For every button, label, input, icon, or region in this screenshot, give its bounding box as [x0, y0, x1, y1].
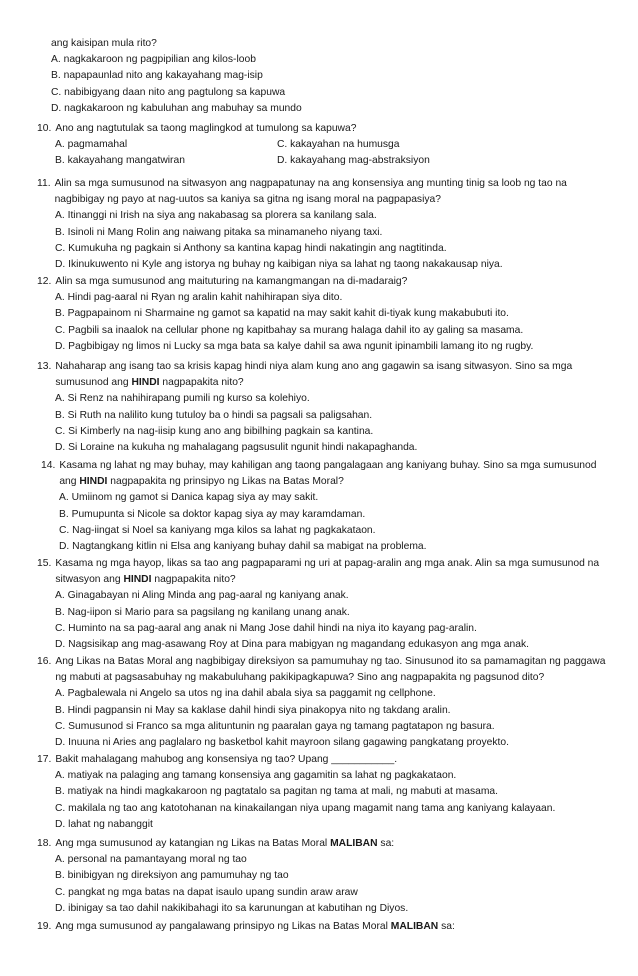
- option-a: A. Hindi pag-aaral ni Ryan ng aralin kahit nahihirapan siya dito.: [55, 292, 343, 304]
- question-stem: Alin sa mga sumusunod na sitwasyon ang nagpapatunay na ang konsensiya ang munting tinig sa loob ng tao na nagbibigay ng payo at nag-uutos sa kaniya sa gitna ng isang moral na pagpapasiya?: [54, 178, 567, 206]
- question-stem: Nahaharap ang isang tao sa krisis kapag hindi niya alam kung ano ang gagawin sa isang sitwasyon. Sino sa mga sumusunod ang HINDI nagpapakita nito?: [55, 361, 573, 389]
- option-c: C. pangkat ng mga batas na dapat isaulo upang sundin araw araw: [55, 886, 358, 898]
- question-18: [37, 836, 612, 917]
- question-stem: Ano ang nagtutulak sa taong maglingkod at tumulong sa kapuwa?: [55, 123, 357, 134]
- question-17-options: [37, 768, 612, 833]
- option-d: D. Ikinukuwento ni Kyle ang istorya ng buhay ng kaibigan niya sa lahat ng taong nakakausap niya.: [55, 259, 503, 271]
- emphasis-keyword: HINDI: [123, 574, 152, 586]
- question-stem: Kasama ng lahat ng may buhay, may kahiligan ang taong pangalagaan ang kaniyang buhay. Sino sa mga sumusunod ang HINDI nagpapakita ng prinsipyo ng Likas na Batas Moral?: [59, 460, 597, 488]
- question-number: 16.: [37, 656, 52, 667]
- option-a: A. nagkakaroon ng pagpipilian ang kilos-loob: [51, 54, 256, 66]
- option-d: D. kakayahang mag-abstraksiyon: [277, 155, 430, 167]
- question-16-options: [37, 686, 612, 751]
- question-12: [37, 274, 612, 355]
- emphasis-keyword: HINDI: [79, 476, 108, 488]
- option-c: C. Pagbili sa inaalok na cellular phone ng kapitbahay sa murang halaga dahil ito ay galing sa masama.: [55, 324, 524, 336]
- option-d: D. Nagsisikap ang mag-asawang Roy at Dina para mabigyan ng magandang edukasyon ang mga anak.: [55, 639, 529, 651]
- question-12-options: [37, 290, 612, 355]
- option-c: C. Kumukuha ng pagkain si Anthony sa kantina kapag hindi nakatingin ang nagtitinda.: [55, 242, 447, 254]
- emphasis-keyword: MALIBAN: [330, 838, 378, 849]
- option-b: B. kakayahang mangatwiran: [55, 155, 185, 167]
- option-a: A. Ginagabayan ni Aling Minda ang pag-aaral ng kaniyang anak.: [55, 590, 349, 602]
- question-number: 11.: [37, 178, 51, 189]
- option-d: D. ibinigay sa tao dahil nakikibahagi ito sa karunungan at kabutihan ng Diyos.: [55, 902, 409, 914]
- option-c: C. makilala ng tao ang katotohanan na kinakailangan niya upang magamit nang tama ang kaniyang kalayaan.: [55, 802, 556, 814]
- option-c: C. Nag-iingat si Noel sa kaniyang mga kilos sa lahat ng pagkakataon.: [59, 524, 376, 536]
- question-17: [37, 752, 612, 833]
- option-d: D. lahat ng nabanggit: [55, 818, 153, 830]
- option-a: A. pagmamahal: [55, 139, 128, 151]
- question-stem: Alin sa mga sumusunod ang maituturing na kamangmangan na di-madaraig?: [55, 276, 408, 287]
- option-d: D. Nagtangkang kitlin ni Elsa ang kaniyang buhay dahil sa mabigat na problema.: [59, 541, 427, 553]
- option-c: C. Si Kimberly na nag-iisip kung ano ang bibilhing pagkain sa kantina.: [55, 425, 374, 437]
- emphasis-keyword: HINDI: [131, 377, 160, 389]
- question-stem: Ang Likas na Batas Moral ang nagbibigay direksiyon sa pamumuhay ng tao. Sinusunod ito sa pamamagitan ng paggawa ng mabuti at pagsasabuhay ng makabuluhang pakikipagkapuwa? Sino ang nagpapakita ng pagsunod dito?: [55, 656, 606, 684]
- question-stem: Bakit mahalagang mahubog ang konsensiya ng tao? Upang ___________.: [55, 754, 398, 765]
- question-18-options: [37, 852, 612, 917]
- question-number: 13.: [37, 361, 52, 372]
- option-c: C. nabibigyang daan nito ang pagtulong sa kapuwa: [51, 86, 286, 98]
- question-stem-tail: ang kaisipan mula rito?: [51, 38, 157, 49]
- question-10-options: [37, 137, 612, 169]
- option-d: D. Si Loraine na kukuha ng mahalagang pagsusulit ngunit hindi nakapaghanda.: [55, 442, 418, 454]
- question-stem: Kasama ng mga hayop, likas sa tao ang pagpaparami ng uri at papag-aralin ang mga anak. Alin sa mga sumusunod na sitwasyon ang HINDI nagpapakita nito?: [55, 558, 600, 586]
- option-c: C. kakayahan na humusga: [277, 139, 400, 151]
- option-d: D. Pagbibigay ng limos ni Lucky sa mga bata sa kalye dahil sa awa ngunit ipinambili lamang ito ng rugby.: [55, 340, 534, 352]
- question-number: 10.: [37, 123, 52, 134]
- question-16: [37, 654, 612, 751]
- option-b: B. Pumupunta si Nicole sa doktor kapag siya ay may karamdaman.: [59, 508, 366, 520]
- question-15-options: [37, 588, 612, 653]
- option-d: D. Inuuna ni Aries ang paglalaro ng basketbol kahit mayroon silang gagawing pangkatang proyekto.: [55, 737, 509, 749]
- question-stem: Ang mga sumusunod ay pangalawang prinsipyo ng Likas na Batas Moral MALIBAN sa:: [55, 921, 455, 932]
- question-number: 12.: [37, 276, 52, 287]
- option-a: A. Itinanggi ni Irish na siya ang nakabasag sa plorera sa kanilang sala.: [55, 210, 377, 222]
- question-19: [37, 919, 612, 935]
- question-number: 17.: [37, 754, 52, 765]
- option-c: C. Sumusunod si Franco sa mga alituntunin ng paaralan gaya ng tamang pagtatapon ng basura.: [55, 720, 495, 732]
- option-a: A. Si Renz na nahihirapang pumili ng kurso sa kolehiyo.: [55, 393, 310, 405]
- question-number: 19.: [37, 921, 52, 932]
- question-number: 14.: [41, 460, 56, 471]
- question-number: 15.: [37, 558, 52, 569]
- option-a: A. Umiinom ng gamot si Danica kapag siya ay may sakit.: [59, 492, 319, 504]
- question-11: [37, 176, 612, 273]
- question-10: [37, 121, 612, 170]
- option-b: B. binibigyan ng direksiyon ang pamumuhay ng tao: [55, 870, 289, 882]
- option-b: B. Isinoli ni Mang Rolin ang naiwang pitaka sa minamaneho niyang taxi.: [55, 226, 383, 238]
- option-a: A. personal na pamantayang moral ng tao: [55, 854, 247, 866]
- question-14: [41, 458, 613, 555]
- option-a: A. matiyak na palaging ang tamang konsensiya ang gagamitin sa lahat ng pagkakataon.: [55, 770, 457, 782]
- question-14-options: [41, 490, 613, 555]
- option-b: B. napapaunlad nito ang kakayahang mag-isip: [51, 70, 263, 82]
- question-9-options: [37, 52, 612, 117]
- question-13: [37, 359, 612, 456]
- question-9-continuation: [37, 36, 612, 117]
- question-11-options: [37, 208, 612, 273]
- question-number: 18.: [37, 838, 52, 849]
- option-b: B. Si Ruth na nalilito kung tutuloy ba o hindi sa pagsali sa paligsahan.: [55, 409, 373, 421]
- option-b: B. Hindi pagpansin ni May sa kaklase dahil hindi siya pinakopya nito ng takdang aralin.: [55, 704, 451, 716]
- option-b: B. Nag-iipon si Mario para sa pagsilang ng kanilang unang anak.: [55, 606, 350, 618]
- option-c: C. Huminto na sa pag-aaral ang anak ni Mang Jose dahil hindi na niya ito kayang pag-aralin.: [55, 622, 477, 634]
- option-b: B. matiyak na hindi magkakaroon ng pagtatalo sa pagitan ng tama at mali, ng mabuti at masama.: [55, 786, 499, 798]
- question-13-options: [37, 391, 612, 456]
- emphasis-keyword: MALIBAN: [390, 921, 439, 932]
- option-d: D. nagkakaroon ng kabuluhan ang mabuhay sa mundo: [51, 102, 302, 114]
- option-a: A. Pagbalewala ni Angelo sa utos ng ina dahil abala siya sa paggamit ng cellphone.: [55, 688, 436, 700]
- option-b: B. Pagpapainom ni Sharmaine ng gamot sa kapatid na may sakit kahit di-tiyak kung makabubuti ito.: [55, 308, 509, 320]
- question-15: [37, 556, 612, 653]
- question-stem: Ang mga sumusunod ay katangian ng Likas na Batas Moral MALIBAN sa:: [55, 838, 395, 849]
